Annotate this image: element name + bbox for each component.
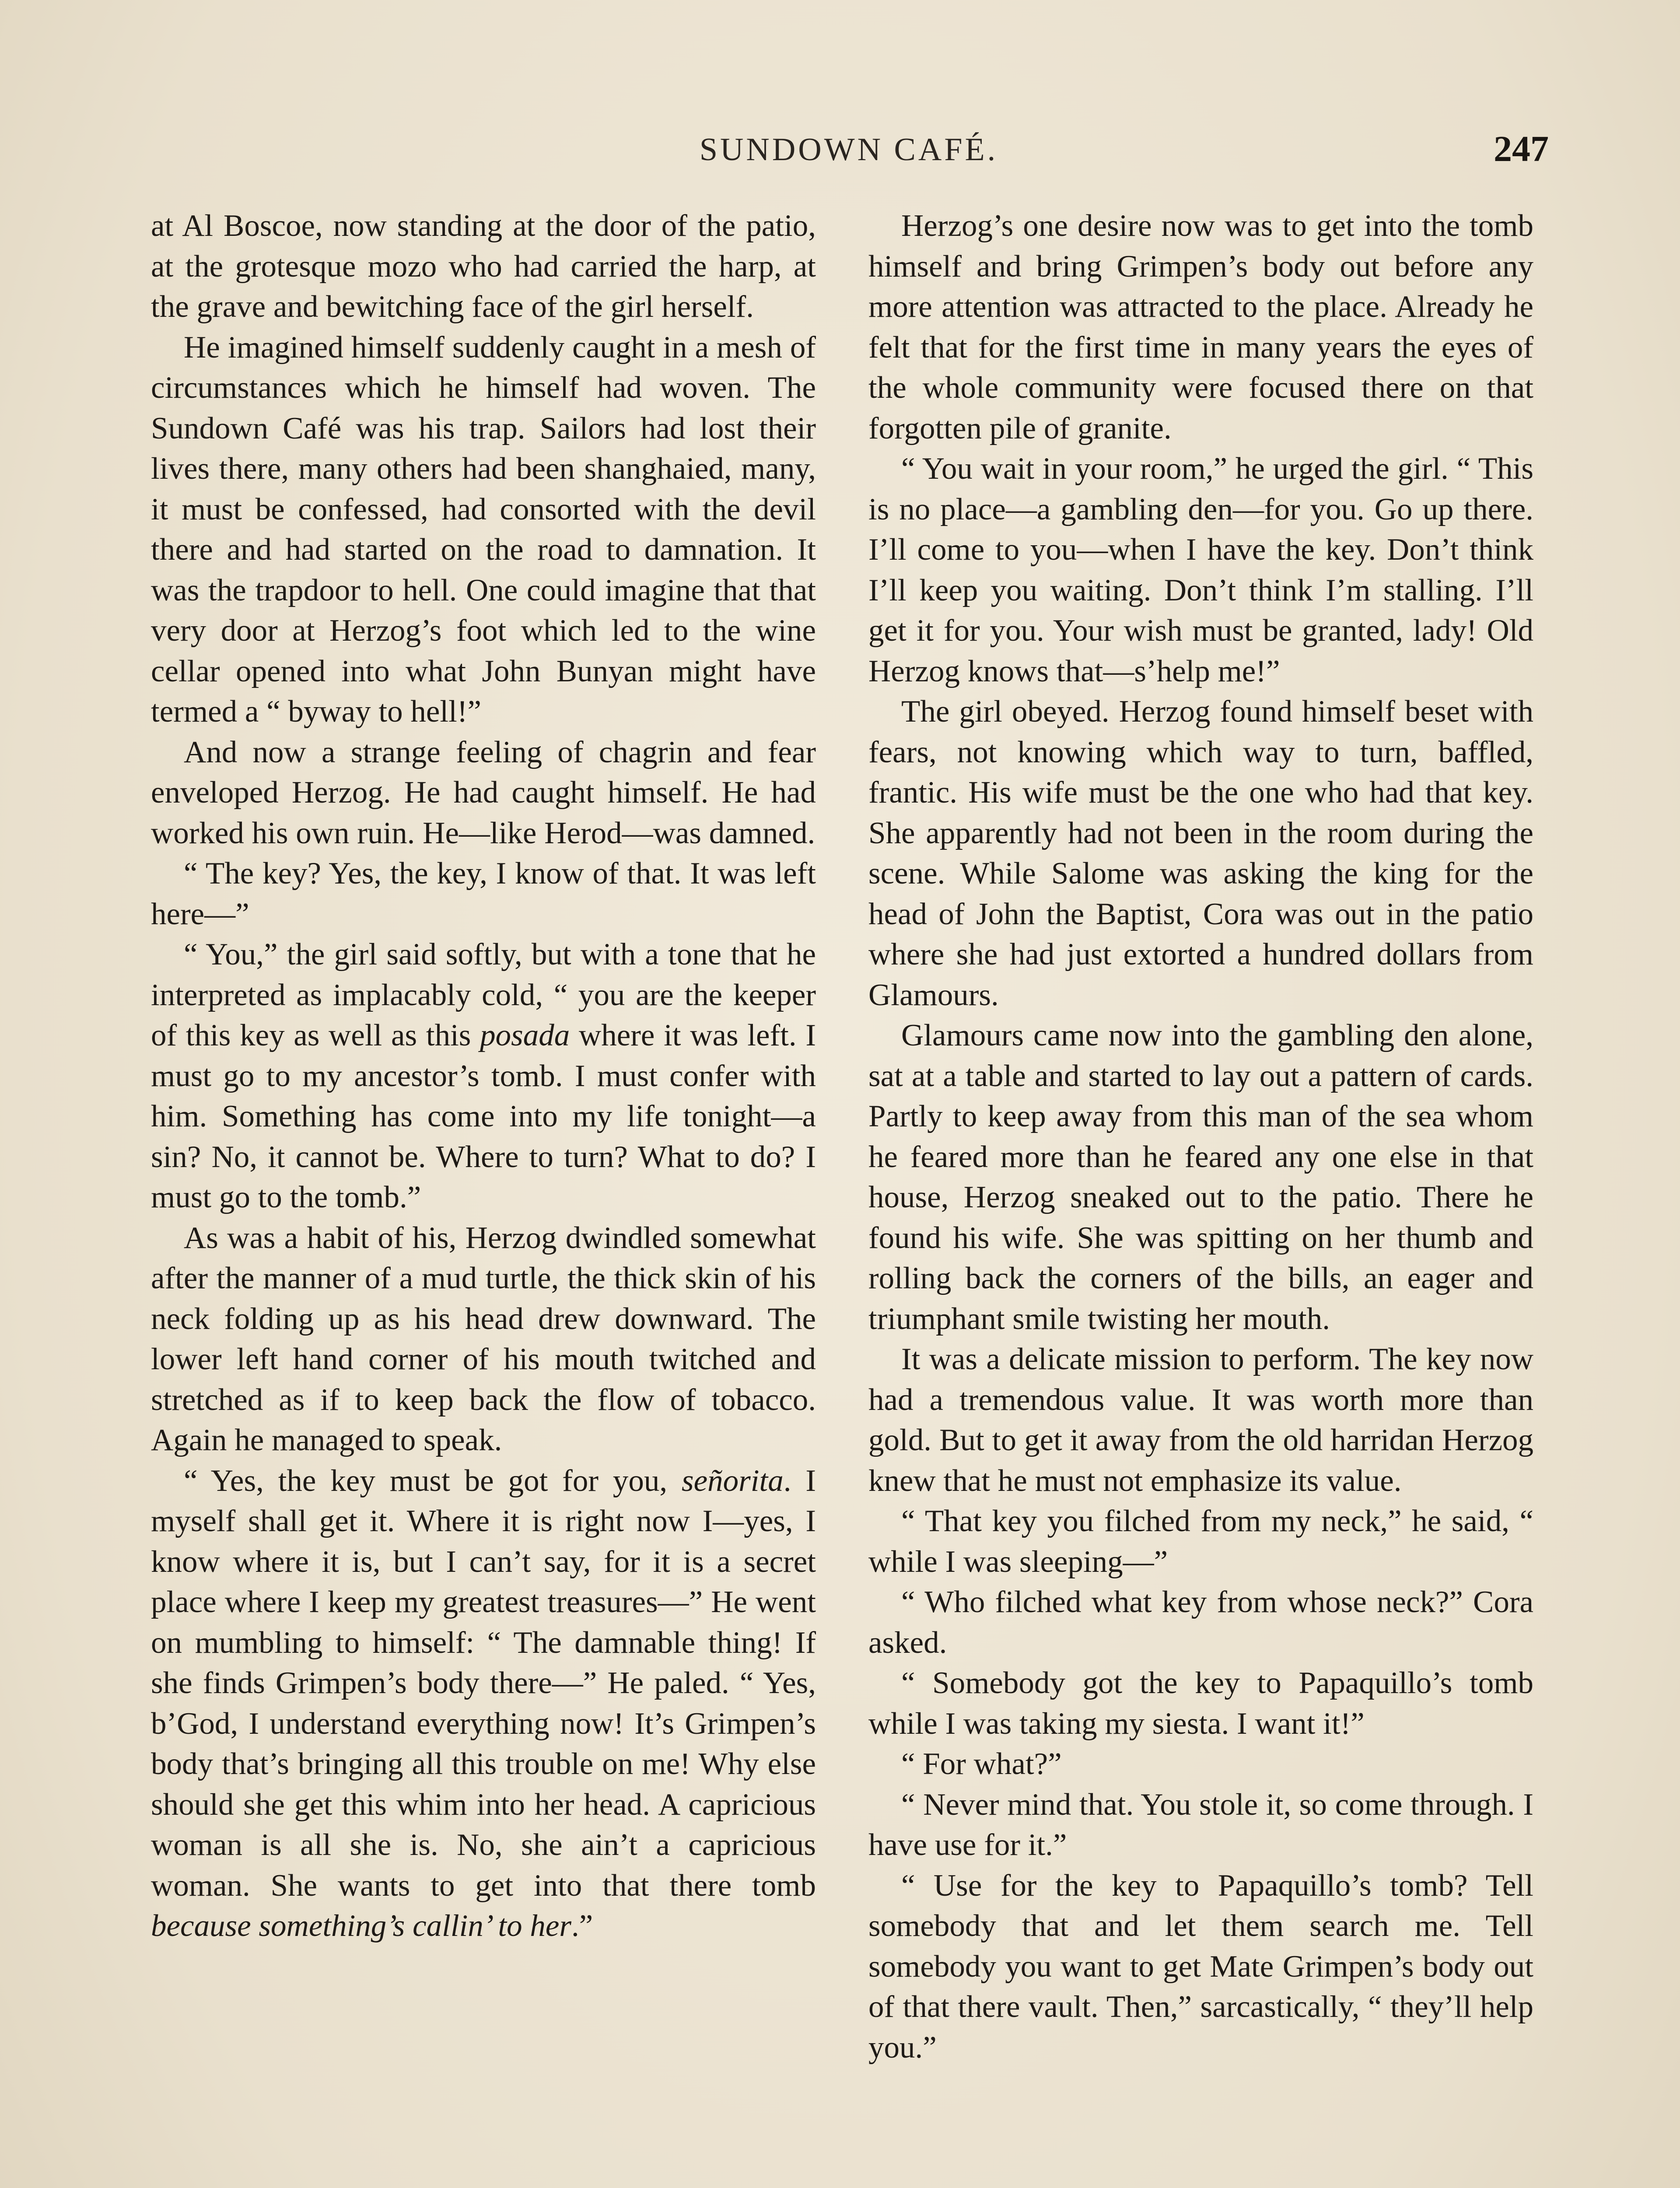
paragraph: He imagined himself suddenly caught in a mesh of circumstances which he himself had woven. The Sundown Café was his trap. Sailors had lost their lives there, many others had been shanghaied, many, it must be confessed, had consorted with the devil there and had started on the road to damnation. It was the trapdoor to hell. One could imagine that that very door at Herzog’s foot which led to the wine cellar opened into what John Bunyan might have termed a “ byway to hell!” bbox=[151, 330, 816, 729]
paragraph: It was a delicate mission to perform. The key now had a tremendous value. It was worth more than gold. But to get it away from the old harridan Herzog knew that he must not emphasize its value. bbox=[868, 1342, 1533, 1498]
paragraph: “ The key? Yes, the key, I know of that. It was left here—” bbox=[151, 856, 816, 931]
paragraph: Glamours came now into the gambling den alone, sat at a table and started to lay out a pattern of cards. Partly to keep away from this man of the sea whom he feared more than he feared any one else in that house, Herzog sneaked out to the patio. There he found his wife. She was spitting on her thumb and rolling back the corners of the bills, an eager and triumphant smile twisting her mouth. bbox=[868, 1018, 1533, 1336]
paragraph: at Al Boscoe, now standing at the door of the patio, at the grotesque mozo who had carried the harp, at the grave and bewitching face of the girl herself. bbox=[151, 209, 816, 324]
paragraph: The girl obeyed. Herzog found himself beset with fears, not knowing which way to turn, baffled, frantic. His wife must be the one who had that key. She apparently had not been in the room during the scene. While Salome was asking the king for the head of John the Baptist, Cora was out in the patio where she had just extorted a hundred dollars from Glamours. bbox=[868, 694, 1533, 1012]
paragraph: “ Yes, the key must be got for you, señorita. I myself shall get it. Where it is right now I—yes, I know where it is, but I can’t say, for it is a secret place where I keep my greatest treasures—” He went on mumbling to himself: “ The damnable thing! If she finds Grimpen’s body there—” He paled. “ Yes, b’God, I understand everything now! It’s Grimpen’s body that’s bringing all this trouble on me! Why else should she get this whim into her head. A capricious woman is all she is. No, she ain’t a capricious woman. She wants to get into that there tomb because something’s callin’ to her.” bbox=[151, 1463, 816, 1943]
page-header bbox=[149, 131, 1549, 184]
paragraph: “ You,” the girl said softly, but with a tone that he interpreted as implacably cold, “ you are the keeper of this key as well as this posada where it was left. I must go to my ancestor’s tomb. I must confer with him. Something has come into my life tonight—a sin? No, it cannot be. Where to turn? What to do? I must go to the tomb.” bbox=[151, 937, 816, 1214]
paragraph: “ For what?” bbox=[901, 1747, 1062, 1781]
paragraph: Herzog’s one desire now was to get into the tomb himself and bring Grimpen’s body out before any more attention was attracted to the place. Already he felt that for the first time in many years the eyes of the whole community were focused there on that forgotten pile of granite. bbox=[868, 209, 1533, 445]
paragraph: “ You wait in your room,” he urged the girl. “ This is no place—a gambling den—for you. Go up there. I’ll come to you—when I have the key. Don’t think I’ll keep you waiting. Don’t think I’m stalling. I’ll get it for you. Your wish must be granted, lady! Old Herzog knows that—s’help me!” bbox=[868, 452, 1533, 688]
paragraph: As was a habit of his, Herzog dwindled somewhat after the manner of a mud turtle, the thick skin of his neck folding up as his head drew downward. The lower left hand corner of his mouth twitched and stretched as if to keep back the flow of tobacco. Again he managed to speak. bbox=[151, 1220, 816, 1457]
page-number: 247 bbox=[1494, 129, 1549, 169]
right-text-column bbox=[868, 206, 1533, 2068]
paragraph: “ Never mind that. You stole it, so come through. I have use for it.” bbox=[868, 1787, 1533, 1862]
paragraph: “ Somebody got the key to Papaquillo’s tomb while I was taking my siesta. I want it!” bbox=[868, 1666, 1533, 1741]
paragraph: “ That key you filched from my neck,” he said, “ while I was sleeping—” bbox=[868, 1504, 1533, 1579]
left-text-column bbox=[151, 206, 816, 1946]
paragraph: “ Use for the key to Papaquillo’s tomb? Tell somebody that and let them search me. Tell somebody you want to get Mate Grimpen’s body out of that there vault. Then,” sarcastically, “ they’ll help you.” bbox=[868, 1868, 1533, 2065]
running-head: SUNDOWN CAFÉ. bbox=[699, 132, 998, 168]
paragraph: And now a strange feeling of chagrin and fear enveloped Herzog. He had caught himself. He had worked his own ruin. He—like Herod—was damned. bbox=[151, 735, 816, 850]
paragraph: “ Who filched what key from whose neck?” Cora asked. bbox=[868, 1585, 1533, 1660]
